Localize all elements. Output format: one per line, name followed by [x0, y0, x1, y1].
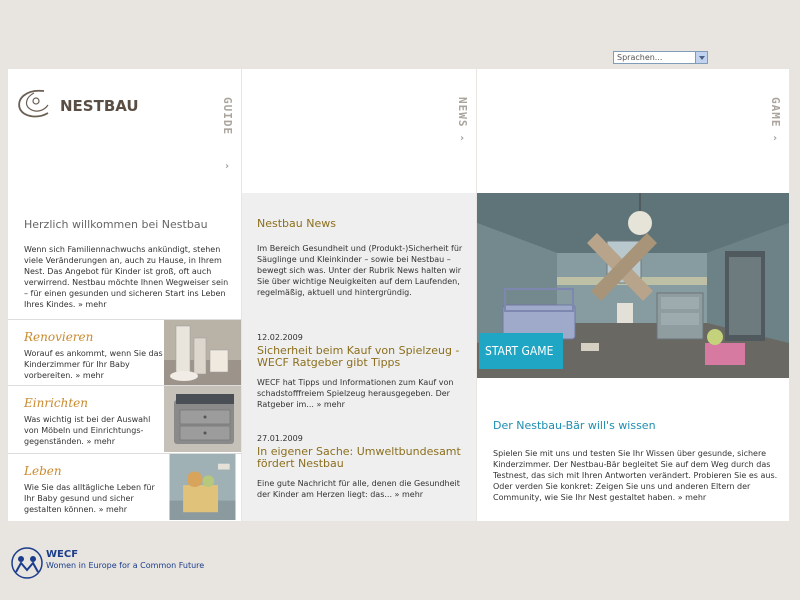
chevron-right-icon: ›	[225, 161, 230, 172]
news-date: 27.01.2009	[257, 434, 303, 443]
guide-more-link[interactable]: » mehr	[75, 371, 104, 380]
welcome-body: Wenn sich Familiennachwuchs ankündigt, stehen viele Veränderungen an, auch zu Hause, in Ihrem Nest. Das Angebot für Kinder ist groß, oft auch verwirrend. Nestbau möchte Ihnen Wegweiser sein – für einen gesunden und sicheren Start ins Leben Ihres Kindes.	[24, 245, 229, 309]
tab-guide[interactable]	[221, 97, 237, 177]
tab-news[interactable]	[456, 97, 472, 177]
guide-more-link[interactable]: » mehr	[98, 505, 128, 514]
guide-item-text	[24, 482, 164, 515]
start-game-button[interactable]: START GAME	[479, 333, 563, 369]
tab-game[interactable]	[769, 97, 785, 177]
news-date: 12.02.2009	[257, 333, 303, 342]
tab-game-label: GAME	[769, 97, 782, 128]
welcome-text	[24, 244, 234, 310]
guide-column	[8, 69, 241, 521]
language-select-value: Sprachen...	[617, 53, 663, 62]
news-title: Nestbau News	[257, 217, 336, 230]
tab-guide-label: GUIDE	[221, 97, 234, 136]
news-intro-body: Im Bereich Gesundheit und (Produkt-)Sicherheit für Säuglinge und Kleinkinder – sowie bei Nestbau – bewegt sich was. Unter der Rubrik News halten wir Sie über wichtige Neuigkeiten auf dem Laufenden, regelmäßig, aktuell und hintergründig.	[257, 244, 463, 297]
guide-item-einrichten[interactable]	[8, 385, 241, 451]
toy-basket-image	[164, 454, 241, 520]
welcome-title: Herzlich willkommen bei Nestbau	[24, 218, 208, 231]
wecf-logo-icon[interactable]	[10, 546, 44, 580]
news-text	[257, 478, 469, 500]
game-title[interactable]: Der Nestbau-Bär will's wissen	[493, 419, 656, 432]
game-more-link[interactable]: » mehr	[677, 493, 707, 502]
tab-news-label: NEWS	[456, 97, 469, 128]
guide-item-title[interactable]: Einrichten	[24, 396, 89, 410]
guide-more-link[interactable]: » mehr	[86, 437, 116, 446]
news-body: Eine gute Nachricht für alle, denen die Gesundheit der Kinder am Herzen liegt: das...	[257, 479, 460, 499]
guide-item-text	[24, 414, 164, 447]
game-scene[interactable]	[477, 193, 789, 378]
guide-item-text	[24, 348, 164, 381]
guide-item-body: Wie Sie das alltägliche Leben für Ihr Baby gesund und sicher gestalten können.	[24, 483, 155, 514]
game-column	[477, 69, 789, 521]
chevron-right-icon: ›	[773, 133, 778, 144]
footer-org-subtitle: Women in Europe for a Common Future	[46, 561, 205, 570]
logo-text[interactable]: NESTBAU	[60, 97, 139, 115]
news-text	[257, 377, 469, 410]
guide-item-body: Was wichtig ist bei der Auswahl von Möbeln und Einrichtungs-gegenständen.	[24, 415, 151, 446]
language-select[interactable]	[613, 51, 708, 64]
guide-item-body: Worauf es ankommt, wenn Sie das Kinderzimmer für Ihr Baby vorbereiten.	[24, 349, 163, 380]
game-text	[493, 448, 779, 503]
dresser-image	[164, 386, 241, 452]
guide-item-title[interactable]: Leben	[24, 464, 62, 478]
guide-item-renovieren[interactable]	[8, 319, 241, 385]
welcome-more-link[interactable]: » mehr	[77, 300, 107, 309]
news-intro	[257, 243, 469, 298]
footer-org-name[interactable]: WECF	[46, 549, 79, 560]
news-more-link[interactable]: » mehr	[394, 490, 424, 499]
news-headline[interactable]: Sicherheit beim Kauf von Spielzeug - WECF Ratgeber gibt Tipps	[257, 344, 460, 369]
guide-item-leben[interactable]	[8, 453, 241, 519]
chevron-right-icon: ›	[460, 133, 465, 144]
chevron-down-icon[interactable]	[695, 52, 707, 63]
news-body: WECF hat Tipps und Informationen zum Kauf von schadstofffreiem Spielzeug herausgegeben. Der Ratgeber im...	[257, 378, 454, 409]
news-item	[257, 333, 469, 410]
wallpaper-rolls-image	[164, 320, 241, 386]
news-headline[interactable]: In eigener Sache: Umweltbundesamt fördert Nestbau	[257, 445, 461, 470]
game-body: Spielen Sie mit uns und testen Sie Ihr Wissen über gesunde, sichere Kinderzimmer. Der Nestbau-Bär begleitet Sie auf dem Weg durch das Testnest, das sich mit Ihren Antworten verändert. Probieren Sie es aus. Oder verden Sie konkret: Zeigen Sie uns und anderen Eltern der Community, wie Sie Ihr Nest gestaltet haben.	[493, 449, 778, 502]
news-item	[257, 434, 469, 500]
news-more-link[interactable]: » mehr	[316, 400, 345, 409]
guide-item-title[interactable]: Renovieren	[24, 330, 94, 344]
news-column	[242, 69, 476, 521]
